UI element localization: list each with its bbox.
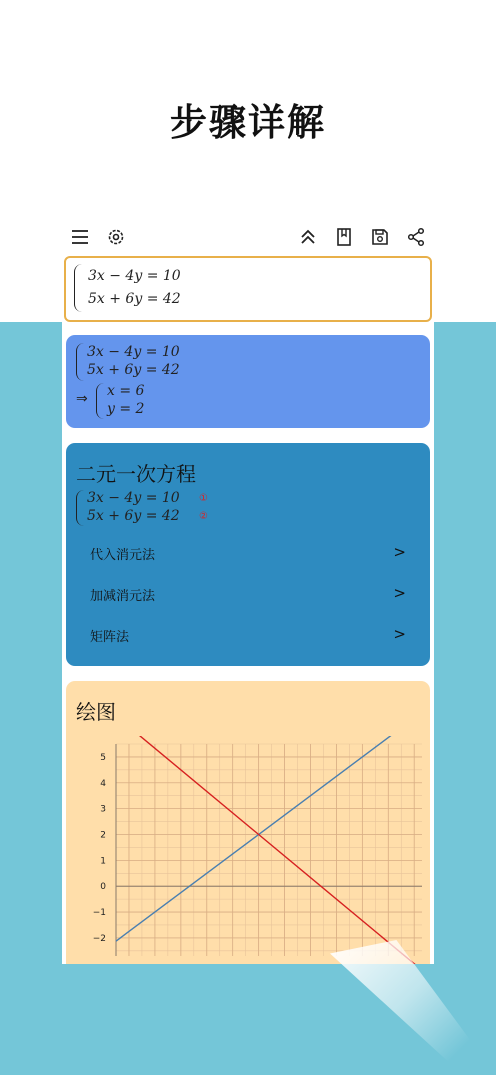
system-brace <box>76 343 85 381</box>
linear-card-title: 二元一次方程 <box>76 462 196 486</box>
input-equation-1: 3x − 4y = 10 <box>88 268 181 284</box>
bookmark-icon[interactable] <box>333 226 355 248</box>
y-tick-label: 1 <box>100 856 106 867</box>
save-icon[interactable] <box>369 226 391 248</box>
method-elimination[interactable] <box>66 575 430 615</box>
system-brace <box>76 490 85 526</box>
equation-marker-2: ② <box>199 511 208 522</box>
result-equation-2: 5x + 6y = 42 <box>87 362 180 378</box>
y-tick-label: −2 <box>92 933 106 944</box>
y-tick-label: 0 <box>100 882 106 893</box>
y-tick-label: −1 <box>92 908 106 919</box>
linear-equation-2: 5x + 6y = 42 <box>87 508 180 524</box>
promo-title: 步骤详解 <box>170 101 326 144</box>
plot-card <box>66 681 430 964</box>
series-line-1 <box>116 736 422 941</box>
input-equation-2: 5x + 6y = 42 <box>88 291 181 307</box>
chevron-right-icon: > <box>393 543 406 561</box>
system-brace <box>74 264 83 312</box>
series-line-2 <box>116 736 422 964</box>
settings-icon[interactable] <box>105 226 127 248</box>
linear-equation-1: 3x − 4y = 10 <box>87 490 180 506</box>
collapse-icon[interactable] <box>297 226 319 248</box>
implies-symbol: ⇒ <box>76 391 88 407</box>
chevron-right-icon: > <box>393 625 406 643</box>
method-substitution[interactable] <box>66 534 430 574</box>
toolbar <box>62 218 434 256</box>
y-tick-label: 4 <box>100 778 106 789</box>
method-label: 矩阵法 <box>90 630 130 645</box>
plot-chart[interactable] <box>66 736 430 964</box>
method-label: 代入消元法 <box>90 548 156 563</box>
linear-equation-card <box>66 443 430 666</box>
solution-x: x = 6 <box>107 383 145 399</box>
app-screen <box>62 218 434 964</box>
chevron-right-icon: > <box>393 584 406 602</box>
y-tick-label: 5 <box>100 752 106 763</box>
solution-y: y = 2 <box>107 401 145 417</box>
y-tick-label: 3 <box>100 804 106 815</box>
method-label: 加减消元法 <box>90 589 156 604</box>
equation-marker-1: ① <box>199 493 208 504</box>
plot-card-title: 绘图 <box>76 700 116 724</box>
result-card <box>66 335 430 428</box>
menu-icon[interactable] <box>69 226 91 248</box>
y-tick-label: 2 <box>100 830 106 841</box>
result-equation-1: 3x − 4y = 10 <box>87 344 180 360</box>
equation-input[interactable] <box>64 256 432 322</box>
method-matrix[interactable] <box>66 616 430 656</box>
share-icon[interactable] <box>405 226 427 248</box>
solution-brace <box>96 383 105 419</box>
